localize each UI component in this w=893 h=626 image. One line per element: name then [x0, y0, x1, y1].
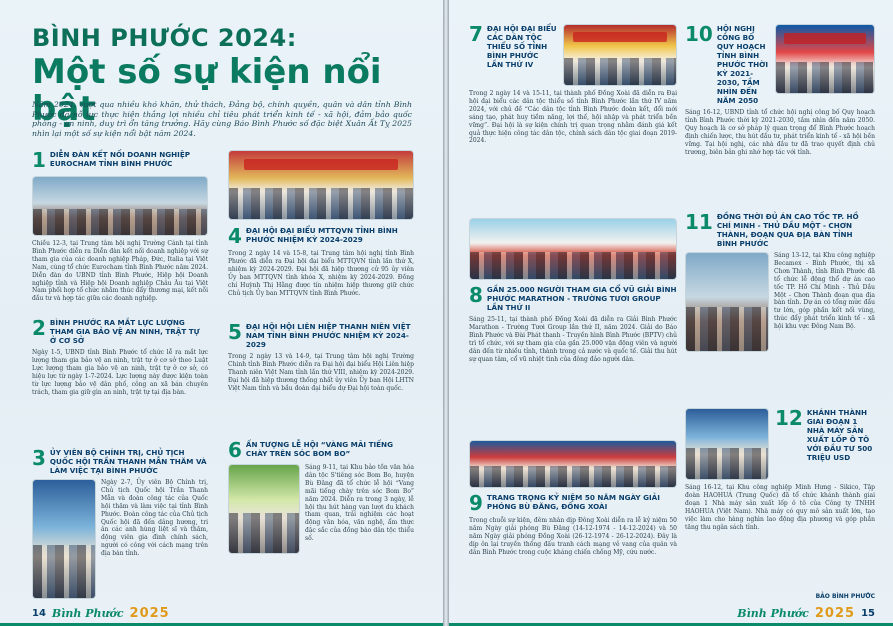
section-number: 5	[228, 320, 242, 344]
section-11	[685, 212, 875, 352]
section-title: HỘI NGHỊ CÔNG BỐ QUY HOẠCH TỈNH BÌNH PHƯỚC THỜI KỲ 2021-2030, TẦM NHÌN ĐẾN NĂM 2050	[716, 24, 769, 105]
section-body: Sáng 16-12, tại Khu công nghiệp Minh Hưng - Sikico, Tập đoàn HAOHUA (Trung Quốc) đã tổ chức khánh thành giai đoạn 1 Nhà máy sản xuất lốp ô tô của Công ty TNHH HAOHUA (Việt Nam). Nhà máy có quy mô sản xuất lớn, tạo việc làm cho hàng nghìn lao động địa phương và góp phần tăng thu ngân sách tỉnh.	[685, 484, 875, 531]
left-page	[0, 0, 443, 626]
section-number: 3	[32, 446, 46, 470]
kicker-title: BÌNH PHƯỚC 2024:	[32, 24, 297, 52]
section-photo	[32, 479, 96, 599]
page-title: Một số sự kiện nổi bật	[32, 52, 382, 130]
section-body: Sáng 9-11, tại Khu bảo tồn văn hóa dân tộc S'tiêng sóc Bom Bo, huyện Bù Đăng đã tổ chức lễ hội “Vang mãi tiếng chày trên sóc Bom Bo” năm 2024. Diễn ra trong 3 ngày, lễ hội thu hút hàng vạn lượt du khách tham quan, trải nghiệm các hoạt động văn hóa, văn nghệ, ẩm thực đặc sắc của đồng bào dân tộc thiểu số.	[305, 464, 414, 543]
section-photo	[469, 218, 677, 280]
section-body: Sáng 25-11, tại thành phố Đồng Xoài đã diễn ra Giải Bình Phước Marathon - Trường Tươi Group lần thứ II, năm 2024. Giải do Báo Bình Phước và Đài Phát thanh - Truyền hình Bình Phước (BPTV) chủ trì tổ chức, với sự tham gia của gần 25.000 vận động viên và người dân đến từ nhiều tỉnh, thành trong cả nước và quốc tế. Giải thu hút sự quan tâm, cổ vũ nhiệt tình của đông đảo người dân.	[469, 316, 677, 363]
section-title: TRANG TRỌNG KỶ NIỆM 50 NĂM NGÀY GIẢI PHÓNG BÙ ĐĂNG, ĐỒNG XOÀI	[486, 493, 660, 511]
section-title: ĐẠI HỘI HỘI LIÊN HIỆP THANH NIÊN VIỆT NAM TỈNH BÌNH PHƯỚC NHIỆM KỲ 2024-2029	[245, 322, 411, 349]
section-number: 10	[685, 22, 713, 46]
section-title: BÌNH PHƯỚC RA MẮT LỰC LƯỢNG THAM GIA BẢO VỆ AN NINH, TRẬT TỰ Ở CƠ SỞ	[49, 318, 200, 345]
section-body: Chiều 12-3, tại Trung tâm hội nghị Trường Cánh tại tỉnh Bình Phước diễn ra Diễn đàn kết nối doanh nghiệp với sự tham gia của các doanh nghiệp Pháp, Đức, Italia tại Việt Nam, cùng tổ chức Eurocham tỉnh Bình Phước năm 2024. Diễn đàn do UBND tỉnh Bình Phước, Hiệp hội Doanh nghiệp tỉnh và Hiệp hội Doanh nghiệp Châu Âu tại Việt Nam phối hợp tổ chức nhằm thúc đẩy thương mại, kết nối đầu tư và hợp tác giữa các doanh nghiệp.	[32, 240, 208, 303]
section-photo	[228, 150, 414, 220]
page-number: 15	[861, 608, 875, 619]
year-mark: 2025	[129, 606, 170, 621]
section-body: Trong 2 ngày 13 và 14-9, tại Trung tâm hội nghị Trường Chinh tỉnh Bình Phước diễn ra Đại hội đại biểu Hội Liên hiệp Thanh niên Việt Nam tỉnh lần thứ VIII, nhiệm kỳ 2024-2029. Đại hội đã hiệp thương thống nhất ủy viên Ủy ban Hội LHTN Việt Nam tỉnh và bầu đoàn đại biểu dự Đại hội toàn quốc.	[228, 353, 414, 392]
year-mark: 2025	[814, 606, 856, 621]
section-number: 4	[228, 224, 242, 248]
section-title: ỦY VIÊN BỘ CHÍNH TRỊ, CHỦ TỊCH QUỐC HỘI TRẦN THANH MẪN THĂM VÀ LÀM VIỆC TẠI BÌNH PHƯỚC	[49, 448, 207, 475]
brand-logo: Bình Phước	[737, 607, 809, 620]
section-body: Trong chuỗi sự kiện, đêm nhân dịp Đông Xoài diễn ra lễ kỷ niệm 50 năm Ngày giải phóng Bù Đăng (14-12-1974 - 14-12-2024) và 50 năm Ngày giải phóng Đồng Xoài (26-12-1974 - 26-12-2024). Đây là dịp ôn lại truyền thống đấu tranh cách mạng vẻ vang của quân và dân Bình Phước trong cuộc kháng chiến chống Mỹ, cứu nước.	[469, 517, 677, 556]
section-title: ẤN TƯỢNG LỄ HỘI “VÀNG MÃI TIẾNG CHÀY TRÊN SÓC BOM BO”	[245, 440, 393, 458]
section-number: 7	[469, 22, 483, 46]
section-photo	[685, 408, 769, 480]
section-title: KHÁNH THÀNH GIAI ĐOẠN 1 NHÀ MÁY SẢN XUẤT LỐP Ô TÔ VỚI ĐẦU TƯ 500 TRIỆU USD	[806, 408, 873, 462]
section-body: Trong 2 ngày 14 và 15-11, tại thành phố Đồng Xoài đã diễn ra Đại hội đại biểu các dân tộc thiểu số tỉnh Bình Phước lần thứ IV năm 2024, với chủ đề “Các dân tộc tỉnh Bình Phước đoàn kết, đổi mới sáng tạo, phát huy tiềm năng, lợi thế, hội nhập và phát triển bền vững”. Đại hội là sự kiện chính trị quan trọng nhằm đánh giá kết quả thực hiện công tác dân tộc, chính sách dân tộc giai đoạn 2019-2024.	[469, 90, 677, 145]
page-number: 14	[32, 608, 46, 619]
section-photo	[685, 252, 769, 352]
section-title: GẦN 25.000 NGƯỜI THAM GIA CỔ VŨ GIẢI BÌNH PHƯỚC MARATHON - TRƯỜNG TƯƠI GROUP LẦN THỨ II	[486, 285, 677, 312]
section-title: ĐỒNG THỜI ĐỦ ÁN CAO TỐC TP. HỒ CHÍ MINH - THỦ DẦU MỘT - CHƠN THÀNH, ĐOẠN QUA ĐỊA BÀN TỈNH BÌNH PHƯỚC	[716, 212, 859, 248]
section-9	[469, 440, 677, 557]
section-12	[685, 408, 875, 531]
section-number: 1	[32, 148, 46, 172]
section-body: Trong 2 ngày 14 và 15-8, tại Trung tâm hội nghị tỉnh Bình Phước đã diễn ra Đại hội đại biểu MTTQVN tỉnh lần thứ X, nhiệm kỳ 2024-2029. Đại hội đã hiệp thương cử 95 ủy viên Ủy ban MTTQVN tỉnh khóa X, nhiệm kỳ 2024-2029. Đồng chí Huỳnh Thị Hằng được tín nhiệm hiệp thương giữ chức Chủ tịch Ủy ban MTTQVN tỉnh Bình Phước.	[228, 250, 414, 297]
section-title: ĐẠI HỘI ĐẠI BIỂU MTTQVN TỈNH BÌNH PHƯỚC NHIỆM KỲ 2024-2029	[245, 226, 398, 244]
section-body: Ngày 2-7, Ủy viên Bộ Chính trị, Chủ tịch Quốc hội Trần Thanh Mẫn và đoàn công tác của Quốc hội thăm và làm việc tại tỉnh Bình Phước. Đoàn công tác của Chủ tịch Quốc hội đã đến dâng hương, tri ân các anh hùng liệt sĩ và thăm, động viên gia đình chính sách, người có công với cách mạng trên địa bàn tỉnh.	[101, 479, 208, 558]
author-credit: BẢO BÌNH PHƯỚC	[815, 593, 875, 600]
section-number: 8	[469, 283, 483, 307]
right-page	[449, 0, 893, 626]
section-2	[32, 318, 208, 396]
left-footer	[32, 606, 170, 621]
section-photo	[32, 176, 208, 236]
section-body: Ngày 1-5, UBND tỉnh Bình Phước tổ chức lễ ra mắt lực lượng tham gia bảo vệ an ninh, trật tự ở cơ sở theo Luật Lực lượng tham gia bảo vệ an ninh, trật tự ở cơ sở, có hiệu lực từ ngày 1-7-2024. Lực lượng này được kiện toàn từ lực lượng bảo vệ dân phố, công an xã bán chuyên trách, tham gia giữ gìn an ninh, trật tự tại địa bàn.	[32, 349, 208, 396]
section-7	[469, 24, 677, 145]
section-6	[228, 440, 414, 554]
section-body: Sáng 16-12, UBND tỉnh tổ chức hội nghị công bố Quy hoạch tỉnh Bình Phước thời kỳ 2021-2030, tầm nhìn đến năm 2050. Quy hoạch là cơ sở pháp lý quan trọng để Bình Phước hoạch định chiến lược, thu hút đầu tư, phát triển kinh tế - xã hội bền vững. Tại hội nghị, các nhà đầu tư đã trao quyết định chủ trương, biên bản ghi nhớ hợp tác với tỉnh.	[685, 109, 875, 156]
section-body: Sáng 13-12, tại Khu công nghiệp Becamex - Bình Phước, thị xã Chơn Thành, tỉnh Bình Phước đã tổ chức lễ động thổ dự án cao tốc TP. Hồ Chí Minh - Thủ Dầu Một - Chơn Thành đoạn qua địa bàn tỉnh. Dự án có tổng mức đầu tư lớn, góp phần kết nối vùng, thúc đẩy phát triển kinh tế - xã hội khu vực Đông Nam Bộ.	[774, 252, 875, 331]
section-number: 2	[32, 316, 46, 340]
section-number: 12	[775, 406, 803, 430]
section-4	[228, 150, 414, 297]
section-8	[469, 218, 677, 363]
section-5	[228, 322, 414, 393]
section-number: 9	[469, 491, 483, 515]
section-number: 6	[228, 438, 242, 462]
right-footer	[737, 606, 875, 621]
section-title: ĐẠI HỘI ĐẠI BIỂU CÁC DÂN TỘC THIỂU SỐ TỈNH BÌNH PHƯỚC LẦN THỨ IV	[486, 24, 557, 69]
brand-logo: Bình Phước	[51, 607, 124, 620]
section-3	[32, 448, 208, 599]
section-number: 11	[685, 210, 713, 234]
section-1	[32, 150, 208, 303]
section-10	[685, 24, 875, 156]
section-photo	[228, 464, 300, 554]
section-photo	[469, 440, 677, 488]
section-photo	[563, 24, 677, 86]
intro-paragraph: Năm 2024, vượt qua nhiều khó khăn, thử thách, Đảng bộ, chính quyền, quân và dân tỉnh Bình Phước đã nỗ lực thực hiện thắng lợi nhiều chỉ tiêu phát triển kinh tế - xã hội, đảm bảo quốc phòng - an ninh, duy trì ổn tăng trưởng. Hãy cùng Báo Bình Phước số đặc biệt Xuân Ất Tỵ 2025 nhìn lại một số sự kiện nổi bật năm 2024.	[32, 100, 412, 139]
section-title: DIỄN ĐÀN KẾT NỐI DOANH NGHIỆP EUROCHAM TỈNH BÌNH PHƯỚC	[49, 150, 191, 168]
section-photo	[775, 24, 875, 94]
